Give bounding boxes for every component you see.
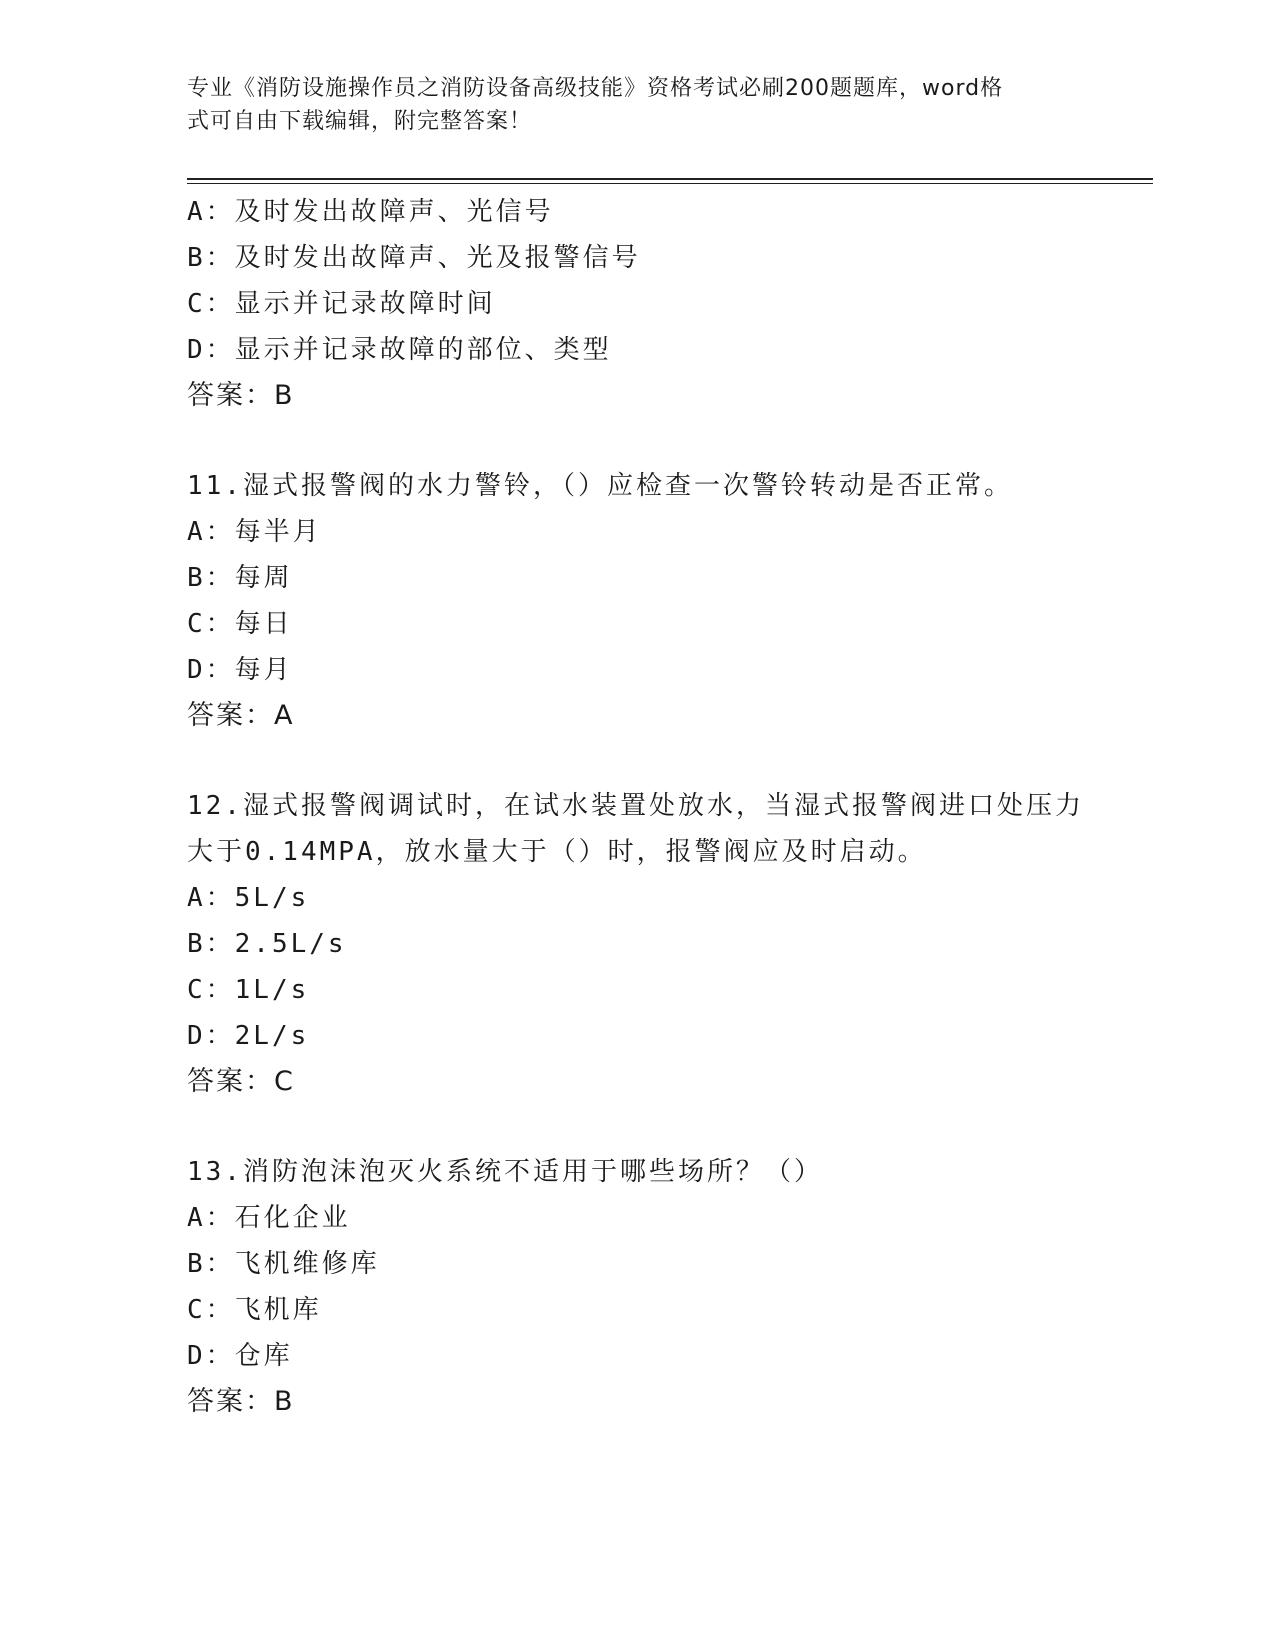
header-rule-thin <box>187 183 1153 184</box>
option-b: B：飞机维修库 <box>187 1249 380 1279</box>
header-line-2: 式可自由下载编辑，附完整答案！ <box>187 109 533 134</box>
header-rule-thick <box>187 178 1153 180</box>
question-list <box>187 189 1147 1425</box>
answer-line: 答案：C <box>187 1066 295 1097</box>
option-a: A：石化企业 <box>187 1203 351 1233</box>
answer-line: 答案：A <box>187 700 295 731</box>
document-header <box>187 72 1087 138</box>
option-b: B：每周 <box>187 563 293 593</box>
answer-line: 答案：B <box>187 1386 295 1417</box>
option-c: C：飞机库 <box>187 1295 322 1325</box>
question-block-11 <box>187 463 1147 739</box>
option-c: C：显示并记录故障时间 <box>187 289 496 319</box>
question-text: 13.消防泡沫泡灭火系统不适用于哪些场所？（） <box>187 1157 823 1187</box>
question-block-13 <box>187 1149 1147 1425</box>
option-c: C：每日 <box>187 609 293 639</box>
question-text: 12.湿式报警阀调试时，在试水装置处放水，当湿式报警阀进口处压力 <box>187 791 1084 821</box>
question-text-cont: 大于0.14MPA，放水量大于（）时，报警阀应及时启动。 <box>187 837 927 867</box>
option-b: B：2.5L/s <box>187 929 347 959</box>
header-line-1: 专业《消防设施操作员之消防设备高级技能》资格考试必刷200题题库，word格 <box>187 76 1004 101</box>
option-d: D：2L/s <box>187 1021 310 1051</box>
option-c: C：1L/s <box>187 975 310 1005</box>
answer-line: 答案：B <box>187 380 295 411</box>
option-d: D：显示并记录故障的部位、类型 <box>187 335 612 365</box>
option-a: A：每半月 <box>187 517 322 547</box>
option-d: D：每月 <box>187 655 293 685</box>
question-text: 11.湿式报警阀的水力警铃，（）应检查一次警铃转动是否正常。 <box>187 471 1013 501</box>
option-a: A：及时发出故障声、光信号 <box>187 197 554 227</box>
option-b: B：及时发出故障声、光及报警信号 <box>187 243 641 273</box>
option-a: A：5L/s <box>187 883 310 913</box>
question-block-prev <box>187 189 1147 419</box>
question-block-12 <box>187 783 1147 1105</box>
option-d: D：仓库 <box>187 1341 293 1371</box>
